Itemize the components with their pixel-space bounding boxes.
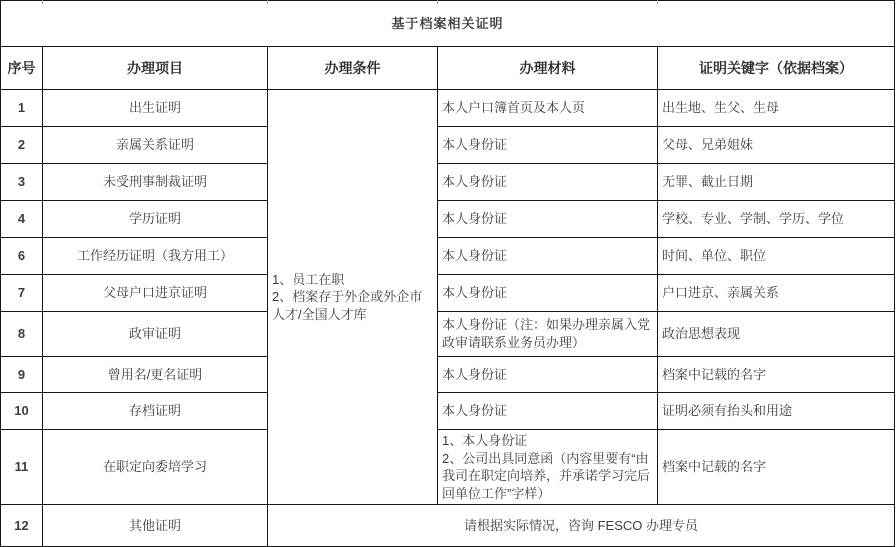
item-cell: 曾用名/更名证明 — [43, 357, 268, 393]
material-cell: 本人户口簿首页及本人页 — [438, 90, 658, 127]
row-number-cell: 12 — [1, 505, 43, 547]
item-cell: 学历证明 — [43, 201, 268, 238]
row-number-cell: 11 — [1, 430, 43, 505]
material-cell: 本人身份证 — [438, 238, 658, 275]
table-row — [1, 238, 895, 275]
condition-cell — [268, 90, 438, 505]
material-cell: 本人身份证 — [438, 201, 658, 238]
column-header-no: 序号 — [1, 47, 43, 90]
item-cell: 父母户口进京证明 — [43, 275, 268, 312]
keyword-cell: 无罪、截止日期 — [658, 164, 895, 201]
material-cell: 本人身份证 — [438, 357, 658, 393]
column-header-item: 办理项目 — [43, 47, 268, 90]
table-row — [1, 430, 895, 505]
item-cell: 政审证明 — [43, 312, 268, 357]
table-row — [1, 127, 895, 164]
material-cell: 本人身份证 — [438, 393, 658, 430]
keyword-cell: 档案中记载的名字 — [658, 357, 895, 393]
keyword-cell: 父母、兄弟姐妹 — [658, 127, 895, 164]
title-row — [1, 1, 895, 47]
column-tick-artifact — [42, 0, 43, 4]
keyword-cell: 时间、单位、职位 — [658, 238, 895, 275]
table-row — [1, 505, 895, 547]
item-cell: 其他证明 — [43, 505, 268, 547]
column-header-condition: 办理条件 — [268, 47, 438, 90]
row-number-cell: 6 — [1, 238, 43, 275]
table-row — [1, 201, 895, 238]
keyword-cell: 学校、专业、学制、学历、学位 — [658, 201, 895, 238]
material-cell: 本人身份证 — [438, 275, 658, 312]
row-number-cell: 9 — [1, 357, 43, 393]
row-number-cell: 2 — [1, 127, 43, 164]
column-header-keywords: 证明关键字（依据档案） — [658, 47, 895, 90]
keyword-cell: 出生地、生父、生母 — [658, 90, 895, 127]
keyword-cell: 户口进京、亲属关系 — [658, 275, 895, 312]
table-row — [1, 164, 895, 201]
row-number-cell: 1 — [1, 90, 43, 127]
row-number-cell: 7 — [1, 275, 43, 312]
table-row — [1, 393, 895, 430]
item-cell: 在职定向委培学习 — [43, 430, 268, 505]
item-cell: 出生证明 — [43, 90, 268, 127]
other-certificate-note-cell: 请根据实际情况，咨询 FESCO 办理专员 — [268, 505, 895, 547]
header-row — [1, 47, 895, 90]
row-number-cell: 4 — [1, 201, 43, 238]
material-cell: 本人身份证 — [438, 127, 658, 164]
row-number-cell: 3 — [1, 164, 43, 201]
material-cell — [438, 430, 658, 505]
item-cell: 工作经历证明（我方用工） — [43, 238, 268, 275]
keyword-cell: 档案中记载的名字 — [658, 430, 895, 505]
item-cell: 亲属关系证明 — [43, 127, 268, 164]
table-row — [1, 312, 895, 357]
row-number-cell: 10 — [1, 393, 43, 430]
keyword-cell: 证明必须有抬头和用途 — [658, 393, 895, 430]
column-tick-artifact — [267, 0, 268, 4]
column-header-material: 办理材料 — [438, 47, 658, 90]
table-row — [1, 275, 895, 312]
column-tick-artifact — [437, 0, 438, 4]
keyword-cell: 政治思想表现 — [658, 312, 895, 357]
page-title: 基于档案相关证明 — [1, 1, 895, 47]
material-line: 2、公司出具同意函（内容里要有“由我司在职定向培养，并承诺学习完后回单位工作”字样） — [442, 450, 651, 501]
table-row — [1, 357, 895, 393]
condition-line: 2、档案存于外企或外企市人才/全国人才库 — [272, 289, 423, 322]
row-number-cell: 8 — [1, 312, 43, 357]
item-cell: 存档证明 — [43, 393, 268, 430]
column-tick-artifact — [657, 0, 658, 4]
material-line: 1、本人身份证 — [442, 433, 528, 448]
condition-line: 1、员工在职 — [272, 271, 345, 287]
item-cell: 未受刑事制裁证明 — [43, 164, 268, 201]
material-cell: 本人身份证 — [438, 164, 658, 201]
material-cell: 本人身份证（注：如果办理亲属入党政审请联系业务员办理） — [438, 312, 658, 357]
table-row — [1, 90, 895, 127]
